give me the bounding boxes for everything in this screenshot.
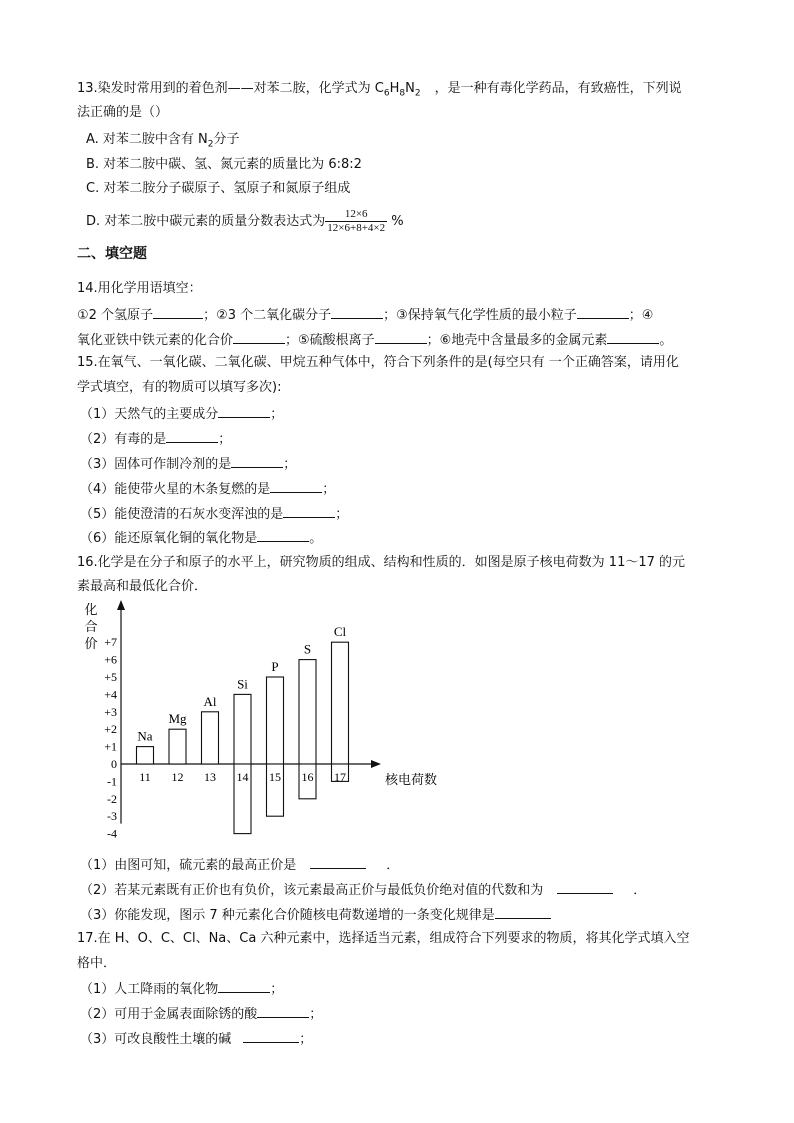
q17-line1: 17.在 H、O、C、Cl、Na、Ca 六种元素中，选择适当元素，组成符合下列要求的物质，将其化学式填入空 <box>77 931 690 946</box>
answer-blank[interactable] <box>257 528 309 542</box>
y-tick-label: +2 <box>104 722 117 737</box>
y-tick-label: +4 <box>104 687 117 702</box>
q15-line1: 15.在氧气、一氧化碳、二氧化碳、甲烷五种气体中，符合下列条件的是(每空只有 一个正确答案，请用化 <box>77 355 679 370</box>
y-tick-label: +5 <box>104 670 117 684</box>
bar-highest-valence <box>299 660 316 764</box>
bar-highest-valence <box>234 694 251 764</box>
answer-blank[interactable] <box>218 404 270 418</box>
q15-item: （5）能使澄清的石灰水变浑浊的是 ； <box>80 504 348 524</box>
y-tick-label: -1 <box>107 774 117 789</box>
element-label: S <box>303 641 312 657</box>
x-tick-label: 16 <box>301 770 314 784</box>
section-title: 二、填空题 <box>77 246 147 262</box>
y-tick-label: +3 <box>104 704 117 719</box>
q15-item: （6）能还原氧化铜的氧化物是 。 <box>80 528 322 548</box>
q14-title: 14.用化学用语填空： <box>77 281 202 296</box>
element-label: Si <box>237 676 248 692</box>
mass-fraction: $\frac{12\times 6}{12\times 6+8+4\times 2}$ <box>327 208 386 234</box>
y-tick-label: +1 <box>104 739 117 754</box>
q16-sub1: （1）由图可知，硫元素的最高正价是 ． <box>80 855 399 875</box>
q13-option-a: A. 对苯二胺中含有 $N_2$分子 <box>86 132 240 150</box>
bar-highest-valence <box>137 747 154 764</box>
answer-blank[interactable] <box>577 305 629 319</box>
answer-blank[interactable] <box>218 979 270 993</box>
x-axis-arrow <box>371 760 381 768</box>
bar-highest-valence <box>332 642 349 764</box>
answer-blank[interactable] <box>331 305 383 319</box>
answer-blank[interactable] <box>310 855 366 869</box>
q15-item: （1）天然气的主要成分 ； <box>80 404 283 424</box>
x-tick-label: 12 <box>171 770 184 784</box>
answer-blank[interactable] <box>153 305 203 319</box>
q17-item: （3）可改良酸性土壤的碱 ； <box>80 1029 312 1049</box>
y-tick-label: 0 <box>111 757 117 771</box>
q15-line2: 学式填空，有的物质可以填写多次): <box>77 380 282 395</box>
y-tick-label: -3 <box>107 809 117 824</box>
x-tick-label: 15 <box>269 770 281 784</box>
q15-item: （4）能使带火星的木条复燃的是 ； <box>80 479 335 499</box>
answer-blank[interactable] <box>243 1029 299 1043</box>
q13-option-c: C. 对苯二胺分子碳原子、氢原子和氮原子组成 <box>86 181 351 196</box>
answer-blank[interactable] <box>607 330 659 344</box>
element-label: Cl <box>333 624 347 640</box>
q17-line2: 格中． <box>77 956 117 971</box>
q15-item: （2）有毒的是 ； <box>80 429 231 449</box>
q16-sub3: （3）你能发现，图示 7 种元素化合价随核电荷数递增的一条变化规律是 <box>80 905 551 925</box>
element-label: Al <box>203 693 217 709</box>
answer-blank[interactable] <box>231 454 283 468</box>
answer-blank[interactable] <box>257 1004 309 1018</box>
q17-item: （1）人工降雨的氧化物 ； <box>80 979 283 999</box>
y-tick-label: -4 <box>107 826 117 841</box>
q14-line1: ①2 个氢原子 ；②3 个二氧化碳分子 ；③保持氧气化学性质的最小粒子 ；④ <box>77 305 653 325</box>
q16-sub2: （2）若某元素既有正价也有负价，该元素最高正价与最低负价绝对值的代数和为 ． <box>80 880 646 900</box>
q16-line2: 素最高和最低化合价． <box>77 579 208 594</box>
x-tick-label: 13 <box>204 770 216 784</box>
q15-item: （3）固体可作制冷剂的是 ； <box>80 454 296 474</box>
x-tick-label: 11 <box>139 770 151 784</box>
y-axis-label: 价 <box>84 637 98 652</box>
answer-blank[interactable] <box>283 504 335 518</box>
q16-line1: 16.化学是在分子和原子的水平上，研究物质的组成、结构和性质的．如图是原子核电荷数为 11～17 的元 <box>77 555 686 570</box>
answer-blank[interactable] <box>166 429 218 443</box>
y-tick-label: +6 <box>104 652 117 667</box>
element-label: Mg <box>168 711 187 727</box>
y-tick-label: +7 <box>104 635 117 650</box>
valence-chart <box>75 598 438 850</box>
q13-option-d: D. 对苯二胺中碳元素的质量分数表达式为 $\frac{12\times 6}{12\times 6+8+4\times 2}$ % <box>86 208 404 234</box>
y-axis-arrow <box>117 600 125 610</box>
q13-line2: 法正确的是（） <box>77 105 169 120</box>
q17-item: （2）可用于金属表面除锈的酸 ； <box>80 1004 322 1024</box>
y-axis-label: 化 <box>84 603 98 618</box>
y-axis-label: 合 <box>84 620 98 635</box>
element-label: Na <box>137 728 153 744</box>
element-label: P <box>271 659 279 674</box>
y-tick-label: -2 <box>107 791 117 806</box>
bar-highest-valence <box>267 677 284 764</box>
answer-blank[interactable] <box>375 330 427 344</box>
q13-line1: 13.染发时常用到的着色剂——对苯二胺，化学式为 $C_6H_8N_2$ ，是一种有毒化学药品，有致癌性，下列说 <box>77 81 682 99</box>
q14-line2: 氧化亚铁中铁元素的化合价 ；⑤硫酸根离子 ；⑥地壳中含量最多的金属元素 。 <box>77 330 672 350</box>
answer-blank[interactable] <box>270 479 322 493</box>
x-tick-label: 14 <box>236 770 249 784</box>
answer-blank[interactable] <box>557 880 613 894</box>
x-tick-label: 17 <box>334 770 346 784</box>
bar-highest-valence <box>202 712 219 764</box>
x-axis-label: 核电荷数 <box>385 773 438 788</box>
answer-blank[interactable] <box>233 330 285 344</box>
bar-highest-valence <box>169 729 186 764</box>
q13-option-b: B. 对苯二胺中碳、氢、氮元素的质量比为 6:8:2 <box>86 157 362 172</box>
answer-blank[interactable] <box>495 905 551 919</box>
